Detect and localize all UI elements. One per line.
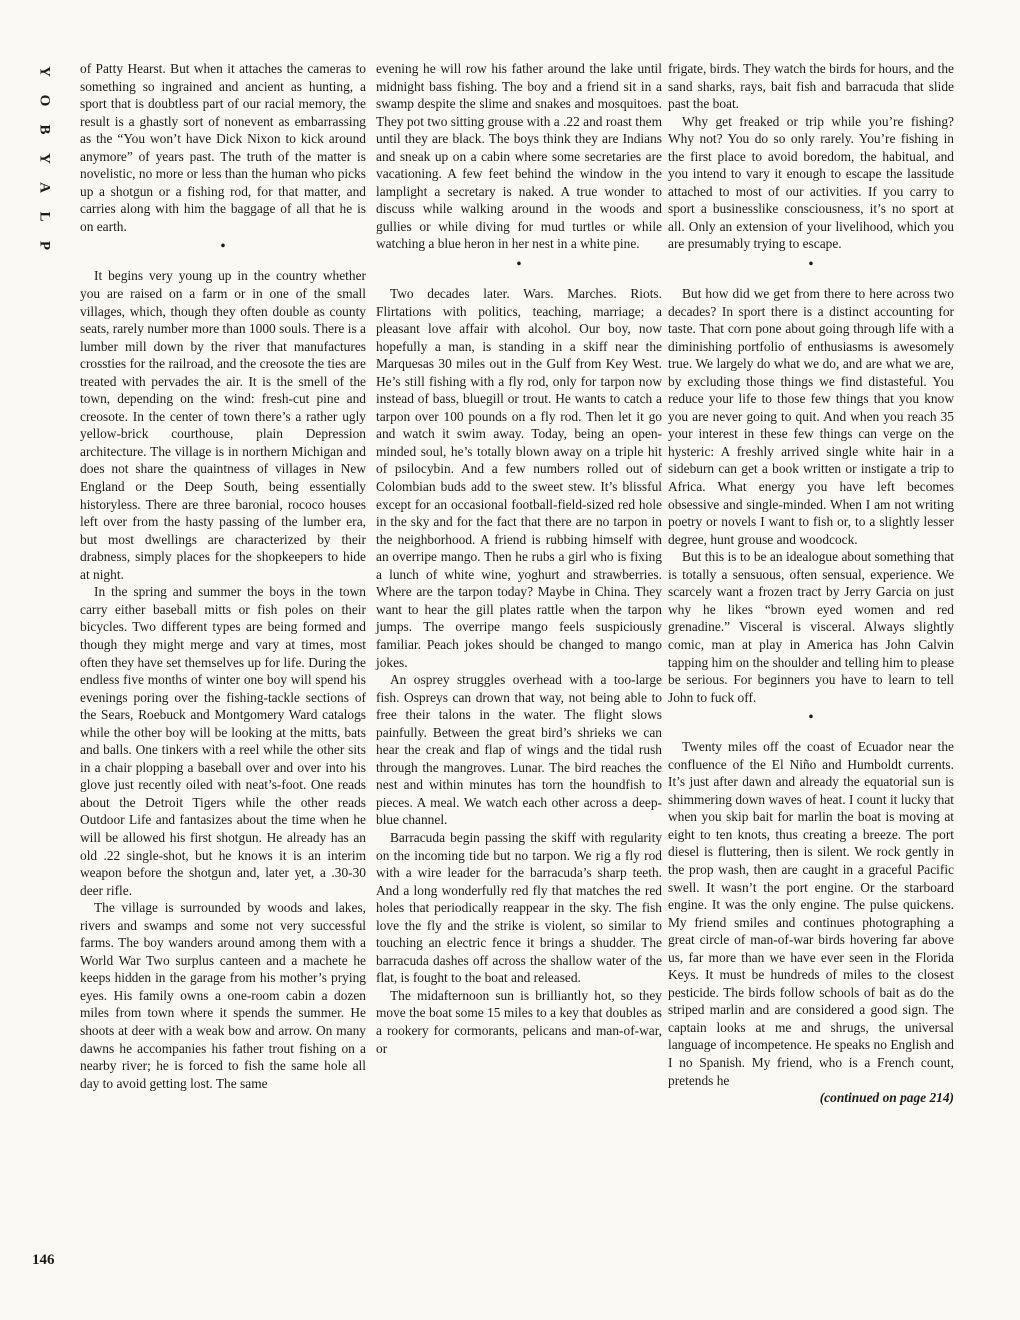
masthead-letter: L	[36, 211, 53, 222]
body-paragraph: The midafternoon sun is brilliantly hot, so they move the boat some 15 miles to a key that doubles as a rookery for cormorants, pelicans and man-of-war, or	[376, 987, 662, 1056]
continuation-note: (continued on page 214)	[819, 1090, 954, 1106]
section-separator: •	[220, 238, 226, 254]
article-column-2	[376, 60, 662, 1057]
section-separator: •	[808, 709, 814, 725]
body-paragraph: In the spring and summer the boys in the town carry either baseball mitts or fish poles on their bicycles. Two different types are being formed and though they might merge and vary at times, most often they have set themselves up for life. During the endless five months of winter one boy will spend his evenings poring over the fishing-tackle sections of the Sears, Roebuck and Montgomery Ward catalogs while the other boy will be looking at the mitts, bats and balls. One tinkers with a reel while the other sits in a chair plopping a baseball over and over into his glove just recently oiled with neat’s-foot. One reads about the Detroit Tigers while the other reads Outdoor Life and fantasizes about the time when he will be allowed his first shotgun. He already has an old .22 single-shot, but he knows it is an interim weapon before the shotgun and, later yet, a .30-30 deer rifle.	[80, 584, 366, 898]
section-separator: •	[516, 256, 522, 272]
masthead	[36, 64, 52, 267]
body-paragraph: Two decades later. Wars. Marches. Riots. Flirtations with politics, teaching, marriage; a pleasant love affair with alcohol. Our boy, now hopefully a man, is standing in a skiff near the Marquesas 30 miles out in the Gulf from Key West. He’s still fishing with a fly rod, only for tarpon now instead of bass, bluegill or trout. He wants to catch a tarpon over 100 pounds on a fly rod. Then let it go and watch it swim away. Today, being an open-minded soul, he’s totally blown away on a triple hit of psilocybin. And a few numbers rolled out of Colombian buds add to the sweet stew. It’s blissful except for an occasional football-field-sized red hole in the sky and for the fact that there are no tarpon in the neighborhood. A friend is rubbing himself with an overripe mango. Then he rubs a girl who is fixing a lunch of white wine, yoghurt and strawberries. Where are the tarpon today? Maybe in China. They want to hear the gill plates rattle when the tarpon jumps. The overripe mango feels suspiciously familiar. Peach jokes should be changed to mango jokes.	[376, 286, 662, 670]
masthead-letter: P	[36, 240, 53, 251]
masthead-letter: Y	[36, 66, 53, 77]
section-separator: •	[808, 256, 814, 272]
masthead-letter: O	[36, 94, 53, 107]
masthead-letter: B	[36, 124, 53, 135]
article-column-1	[80, 60, 366, 1092]
body-paragraph: The village is surrounded by woods and lakes, rivers and swamps and some not very successful farms. The boy wanders around among them with a World War Two surplus canteen and a machete he keeps hidden in the garage from his mother’s prying eyes. His family owns a one-room cabin a dozen miles from town where it spends the summer. He shoots at deer with a weak bow and arrow. On many dawns he accompanies his father trout fishing on a nearby river; he is forced to fish the same hole all day to avoid getting lost. The same	[80, 900, 366, 1091]
body-paragraph: But how did we get from there to here across two decades? In sport there is a distinct accounting for taste. That corn pone about going through life with a diminishing portfolio of enthusiasms is awesomely true. We largely do what we do, and are what we are, by excluding those things we find distasteful. You reduce your life to those few things that you know you are never going to quit. And when you reach 35 your interest in these few things can verge on the hysteric: A freshly arrived single white hair in a sideburn can get a book written or instigate a trip to Africa. What energy you have left becomes obsessive and single-minded. When I am not writing poetry or novels I want to fish or, to a slightly lesser degree, hunt grouse and woodcock.	[668, 286, 954, 547]
page-number: 146	[32, 1252, 55, 1268]
masthead-letter: Y	[36, 153, 53, 164]
masthead-letter: A	[36, 182, 53, 193]
body-paragraph: frigate, birds. They watch the birds for hours, and the sand sharks, rays, bait fish and barracuda that slide past the boat.	[668, 61, 954, 112]
body-paragraph: It begins very young up in the country whether you are raised on a farm or in one of the small villages, which, though they often double as county seats, rarely number more than 1000 souls. There is a lumber mill down by the river that manufactures crossties for the railroad, and the creosote the ties are treated with pervades the air. It is the smell of the town, depending on the wind: fresh-cut pine and creosote. In the center of town there’s a rather ugly yellow-brick courthouse, plain Depression architecture. The village is in northern Michigan and does not share the quaintness of villages in New England or the Deep South, being essentially historyless. There are three baronial, rococo houses left over from the hasty passing of the lumber era, but most dwellings are characterized by their drabness, simply places for the shopkeepers to hide at night.	[80, 268, 366, 582]
body-paragraph: Barracuda begin passing the skiff with regularity on the incoming tide but no tarpon. We rig a fly rod with a wire leader for the barracuda’s sharp teeth. And a long wonderfully red fly that matches the red holes that periodically reappear in the sky. The fish love the fly and the strike is violent, so similar to touching an electric fence it brings a shudder. The barracuda dashes off across the shallow water of the flat, is fought to the boat and released.	[376, 829, 662, 986]
body-paragraph: of Patty Hearst. But when it attaches the cameras to something so ingrained and ancient as hunting, a sport that is doubtless part of our racial memory, the result is a ghastly sort of nonevent as embarrassing as the “You won’t have Dick Nixon to kick around anymore” of years past. The truth of the matter is novelistic, no more or less than the human who picks up a shotgun or a fishing rod, for that matter, and carries along with him the baggage of all that he is on earth.	[80, 61, 366, 234]
body-paragraph: Twenty miles off the coast of Ecuador near the confluence of the El Niño and Humboldt currents. It’s just after dawn and already the equatorial sun is shimmering down waves of heat. I count it lucky that when you skip bait for marlin the boat is moving at eight to ten knots, thus creating a breeze. The port diesel is fluttering, then is silent. We rock gently in the prop wash, then are caught in a graceful Pacific swell. It wasn’t the port engine. Or the starboard engine. It was the only engine. The pulse quickens. My friend smiles and continues photographing a great circle of man-of-war birds hovering far above us, far more than we have ever seen in the Florida Keys. It must be hundreds of miles to the closest pesticide. The birds follow schools of bait as do the striped marlin and are considered a good sign. The captain looks at me and shrugs, the universal language of incompetence. He speaks no English and I no Spanish. My friend, who is a French count, pretends he	[668, 739, 954, 1088]
body-paragraph: An osprey struggles overhead with a too-large fish. Ospreys can drown that way, not being able to free their talons in the water. The flight slows painfully. Between the great bird’s shrieks we can hear the creak and flap of wings and the tidal rush through the mangroves. Lunar. The bird reaches the nest and within minutes has torn the houndfish to pieces. A meal. We watch each other across a deep-blue channel.	[376, 672, 662, 828]
body-paragraph: evening he will row his father around the lake until midnight bass fishing. The boy and a friend sit in a swamp despite the slime and snakes and mosquitoes. They pot two sitting grouse with a .22 and roast them until they are black. The boys think they are Indians and sneak up on a cabin where some secretaries are vacationing. A few feet behind the window in the lamplight a secretary is naked. A true wonder to discuss while walking around in the woods and gullies or while diving for mud turtles or while watching a blue heron in her nest in a white pine.	[376, 61, 662, 252]
body-paragraph: But this is to be an idealogue about something that is totally a sensuous, often sensual, experience. We scarcely want a frozen tract by Jerry Garcia on just why he likes “brown eyed women and red grenadine.” Visceral is visceral. Always slightly comic, man at play in America has John Calvin tapping him on the shoulder and telling him to please be serious. For beginners you have to learn to tell John to fuck off.	[668, 549, 954, 705]
body-paragraph: Why get freaked or trip while you’re fishing? Why not? You do so only rarely. You’re fishing in the first place to avoid boredom, the habitual, and you intend to vary it enough to escape the lassitude attached to most of our activities. If you carry to sport a businesslike consciousness, it’s no sport at all. Only an extension of your livelihood, which you are presumably trying to escape.	[668, 113, 954, 252]
article-column-3	[668, 60, 954, 1107]
